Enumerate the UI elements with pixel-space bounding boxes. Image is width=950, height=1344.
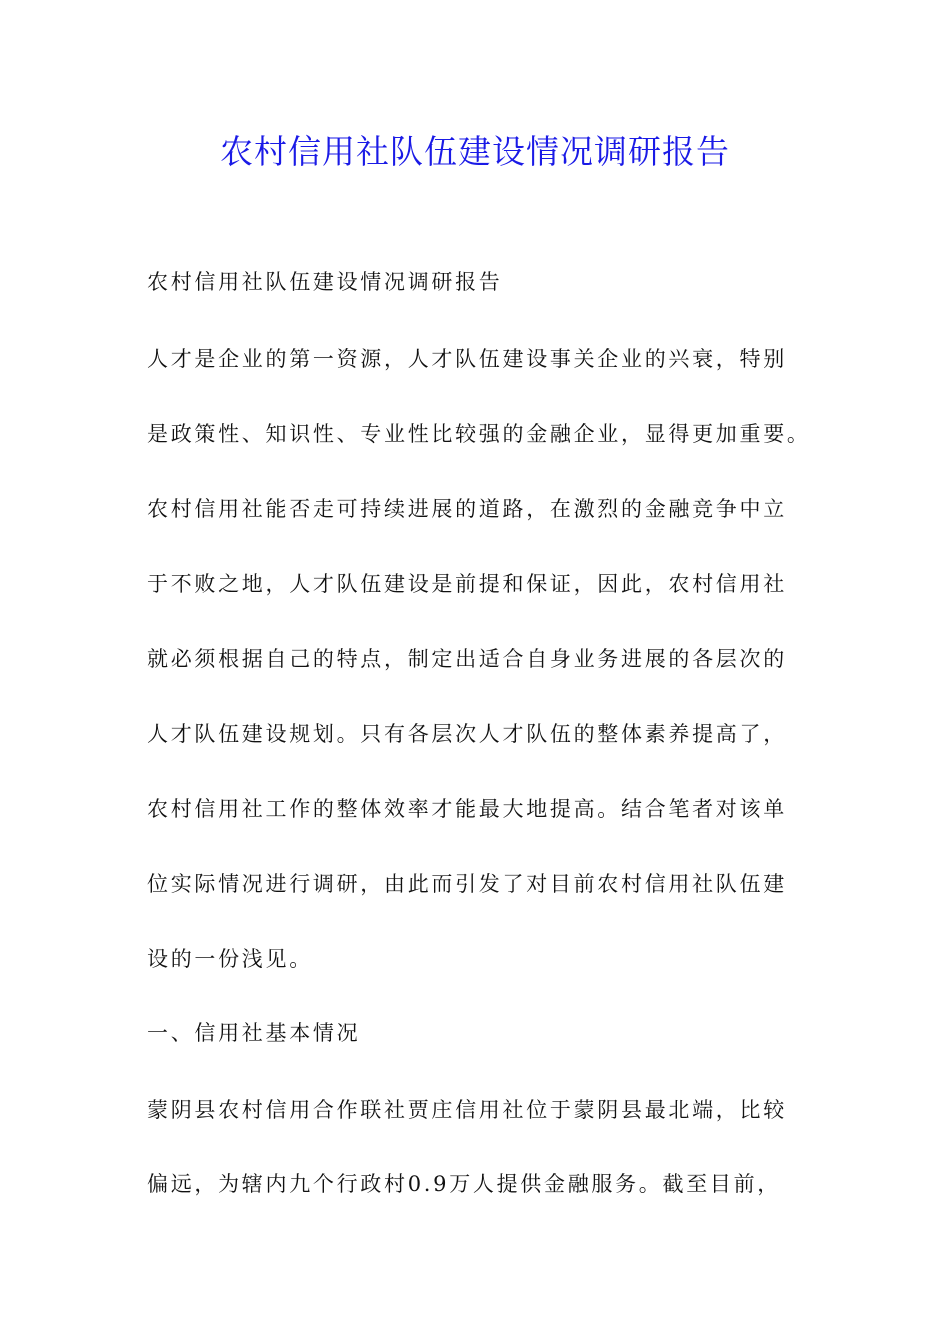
body-line: 偏远，为辖内九个行政村0.9万人提供金融服务。截至目前， [147,1172,781,1196]
body-line: 人才是企业的第一资源，人才队伍建设事关企业的兴衰，特别 [147,347,787,371]
body-line: 蒙阴县农村信用合作联社贾庄信用社位于蒙阴县最北端，比较 [147,1098,787,1122]
body-line: 就必须根据自己的特点，制定出适合自身业务进展的各层次的 [147,647,787,671]
body-line: 位实际情况进行调研，由此而引发了对目前农村信用社队伍建 [147,872,787,896]
body-line: 是政策性、知识性、专业性比较强的金融企业，显得更加重要。 [147,422,811,446]
body-line: 于不败之地，人才队伍建设是前提和保证，因此，农村信用社 [147,572,787,596]
document-subtitle: 农村信用社队伍建设情况调研报告 [147,270,503,294]
section-heading: 一、信用社基本情况 [147,1021,361,1045]
body-line: 设的一份浅见。 [147,947,313,971]
body-line: 农村信用社工作的整体效率才能最大地提高。结合笔者对该单 [147,797,787,821]
body-line: 人才队伍建设规划。只有各层次人才队伍的整体素养提高了， [147,722,787,746]
body-line: 农村信用社能否走可持续进展的道路，在激烈的金融竞争中立 [147,497,787,521]
document-title: 农村信用社队伍建设情况调研报告 [220,132,730,171]
